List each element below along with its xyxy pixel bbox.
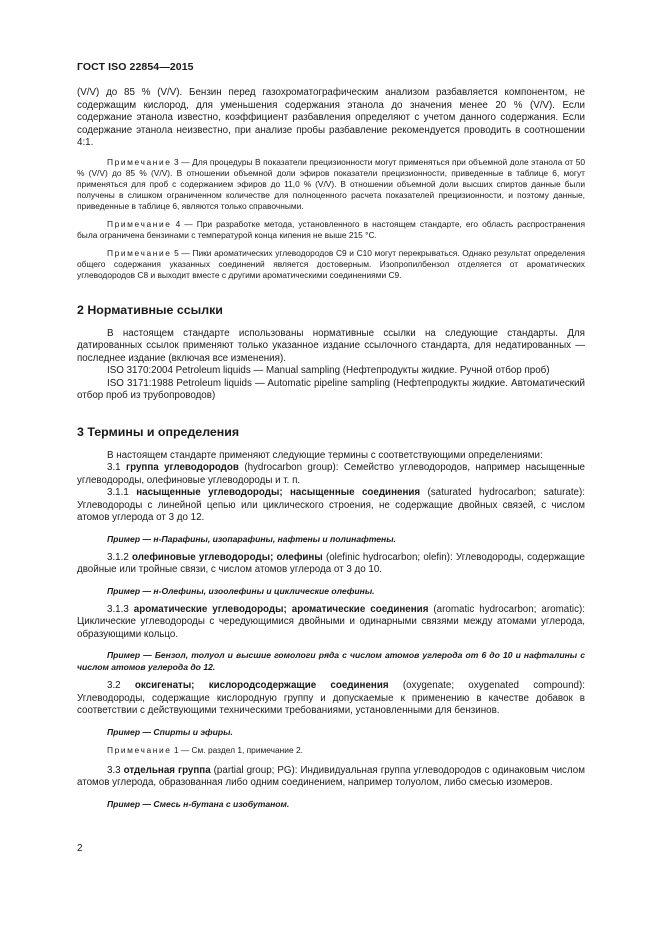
term-number: 3.2: [107, 680, 121, 691]
note-label: Примечание: [107, 744, 172, 755]
page-number: 2: [77, 843, 83, 854]
reference-iso-3171: ISO 3171:1988 Petroleum liquids — Automatic pipeline sampling (Нефтепродукты жидкие. Автоматический отбор проб из трубопроводов): [77, 377, 585, 401]
note-text: 1 — См. раздел 1, примечание 2.: [173, 744, 303, 755]
term-example: Пример — н-Парафины, изопарафины, нафтены и полинафтены.: [107, 533, 396, 544]
term-definition: (saturated hydrocarbon; saturate): Углеводороды с линейной цепью или циклического строения, не содержащие двойных связей, с числом атомов углерода от 3 до 12.: [77, 487, 585, 523]
term-name: олефиновые углеводороды; олефины: [132, 551, 323, 563]
section-3-paragraph: В настоящем стандарте применяют следующие термины с соответствующими определениями:: [107, 449, 543, 461]
term-number: 3.3: [107, 764, 121, 776]
note-3: [77, 157, 585, 212]
term-3-1-1: [77, 487, 585, 525]
term-definition: (hydrocarbon group): Семейство углеводородов, например насыщенные углеводороды, олефиновые углеводороды и т. п.: [77, 462, 585, 486]
term-3-1-2: [77, 552, 585, 577]
term-definition: (partial group; PG): Индивидуальная группа углеводородов с одинаковым числом атомов углерода, образованная либо одним соединением, например толуолом, либо смесью изомеров.: [77, 764, 585, 788]
term-number: 3.1.1: [107, 487, 129, 498]
term-name: оксигенаты; кислородсодержащие соединения: [134, 680, 389, 691]
page-content: [77, 87, 585, 817]
note-5: [77, 248, 585, 281]
term-example: Пример — Смесь н-бутана с изобутаном.: [107, 798, 290, 809]
section-3-heading: 3 Термины и определения: [77, 424, 240, 439]
term-definition: (oxygenate; oxygenated compound): Углеводороды, содержащие кислородную группу и допускаемые к применению в качестве добавок в соответствии с действующими техническими требованиями, установленными для бензинов.: [77, 680, 585, 716]
term-name: группа углеводородов: [126, 462, 239, 473]
term-3-2: [77, 680, 585, 718]
document-header: ГОСТ ISO 22854—2015: [77, 61, 194, 73]
term-number: 3.1.3: [107, 603, 129, 615]
term-number: 3.1: [107, 462, 121, 473]
term-example: Пример — н-Олефины, изоолефины и циклические олефины.: [107, 585, 375, 596]
term-3-3: [77, 765, 585, 790]
section-2-heading: 2 Нормативные ссылки: [77, 302, 223, 317]
term-number: 3.1.2: [107, 551, 129, 563]
reference-iso-3170: ISO 3170:2004 Petroleum liquids — Manual sampling (Нефтепродукты жидкие. Ручной отбор проб): [107, 365, 550, 376]
note-4: [77, 219, 585, 241]
term-example: Пример — Бензол, толуол и высшие гомологи ряда с числом атомов углерода от 6 до 10 и нафталины с числом атомов углерода до 12.: [77, 650, 585, 672]
term-definition: (olefinic hydrocarbon; olefin): Углеводороды, содержащие двойные или тройные связи, с числом атомов углерода от 3 до 10.: [77, 551, 585, 575]
term-name: ароматические углеводороды; ароматические соединения: [133, 603, 429, 615]
term-name: отдельная группа: [123, 764, 211, 776]
term-3-1-3: [77, 604, 585, 642]
term-3-1: [77, 462, 585, 487]
term-example: Пример — Спирты и эфиры.: [107, 726, 233, 737]
section-2-paragraph: В настоящем стандарте использованы нормативные ссылки на следующие стандарты. Для датированных ссылок применяют только указанное издание ссылочного стандарта, для недатированных — последнее издание (включая все изменения).: [77, 327, 585, 364]
term-3-2-note: [77, 745, 585, 756]
note-text: 3 — Для процедуры В показатели прецизионности могут применяться при объемной доле этанола от 50 % (V/V) до 85 % (V/V). В отношении объемной доли эфиров показатели прецизионности, приведенные в таблице 6, могут применяться для проб с содержанием эфиров до 11,0 % (V/V). В отношении объемной доли высших спиртов данные были получены в слишком ограниченном количестве для полноценного расчета показателей прецизионности, и поэтому данные, приведенные в таблице 6, являются только справочными.: [77, 156, 586, 211]
note-label: Примечание: [107, 247, 172, 258]
note-text: 5 — Пики ароматических углеводородов С9 и С10 могут перекрываться. Однако результат определения общего содержания указанных соединений является достоверным. Изопропилбензол отделяется от ароматических углеводородов С8 и выходит вместе с другими ароматическими соединениями С9.: [77, 247, 585, 280]
note-label: Примечание: [107, 156, 172, 167]
intro-paragraph: (V/V) до 85 % (V/V). Бензин перед газохроматографическим анализом разбавляется компонентом, не содержащим кислород, для уменьшения содержания этанола до значения менее 20 % (V/V). Если содержание этанола известно, коэффициент разбавления определяют с учетом данного содержания. Если содержание этанола неизвестно, при анализе пробы разбавление рекомендуется проводить в соотношении 4:1.: [77, 87, 585, 148]
note-label: Примечание: [107, 218, 172, 229]
note-text: 4 — При разработке метода, установленного в настоящем стандарте, его область распространения была ограничена бензинами с температурой конца кипения не выше 215 °С.: [77, 218, 586, 240]
term-definition: (aromatic hydrocarbon; aromatic): Циклические углеводороды с чередующимися двойными и одинарными связями между атомами углерода, образующими кольцо.: [77, 603, 585, 640]
term-name: насыщенные углеводороды; насыщенные соединения: [136, 487, 421, 498]
